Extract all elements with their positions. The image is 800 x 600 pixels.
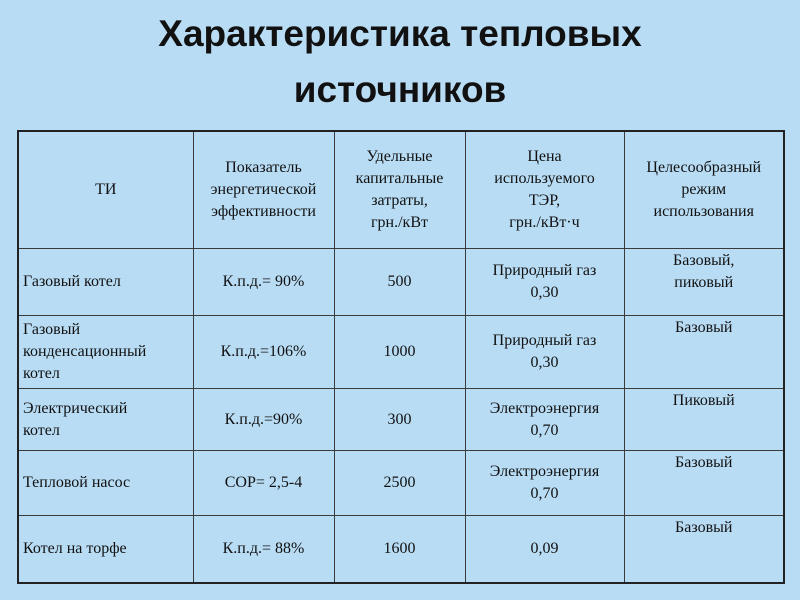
column-header: [334, 131, 465, 249]
cell-text: К.п.д.= 88%: [222, 540, 305, 557]
cell-text: Пиковый: [672, 392, 735, 409]
cell-text: Электроэнергия 0,70: [489, 463, 600, 502]
cell-text: 1000: [383, 343, 416, 360]
cell-text: Природный газ 0,30: [492, 332, 597, 371]
table-cell: [18, 516, 193, 584]
page-title-line-1: Характеристика тепловых: [158, 13, 642, 54]
page-title-line-2: источников: [293, 69, 507, 110]
cell-text: 1600: [383, 540, 416, 557]
cell-text: Котел на торфе: [23, 540, 127, 557]
table-row: [18, 451, 784, 516]
cell-text: 300: [387, 410, 412, 428]
cell-text: Базовый: [675, 319, 733, 336]
cell-text: К.п.д.= 90%: [222, 273, 305, 290]
table-cell: [193, 451, 334, 516]
table-cell: [193, 249, 334, 316]
cell-text: СОР= 2,5-4: [224, 474, 303, 491]
table-cell: [193, 516, 334, 584]
cell-text: Природный газ 0,30: [492, 262, 597, 301]
column-header-text: Целесообразный режим использования: [646, 159, 762, 220]
table-cell: [18, 451, 193, 516]
table-cell: [334, 389, 465, 451]
table-header-row: [18, 131, 784, 249]
table-cell: [193, 316, 334, 389]
cell-text: Электрический котел: [23, 399, 128, 439]
column-header-text: ТИ: [95, 181, 117, 198]
cell-text: 2500: [383, 474, 416, 491]
cell-text: Тепловой насос: [23, 474, 131, 491]
table-cell: [465, 516, 624, 584]
table-cell: [18, 389, 193, 451]
table-cell: [465, 389, 624, 451]
table-cell: [334, 451, 465, 516]
cell-text: Базовый: [675, 454, 733, 471]
cell-text: 0,09: [530, 540, 559, 557]
table-cell: [18, 316, 193, 389]
cell-text: Базовый: [675, 519, 733, 536]
table-cell: [624, 316, 784, 389]
column-header: [465, 131, 624, 249]
table-cell: [334, 316, 465, 389]
page-title: [0, 6, 800, 118]
cell-text: 500: [387, 273, 412, 290]
table-cell: [624, 389, 784, 451]
table-cell: [624, 249, 784, 316]
cell-text: Газовый конденсационный котел: [23, 321, 147, 382]
table-row: [18, 249, 784, 316]
column-header: [18, 131, 193, 249]
column-header-text: Показатель энергетической эффективности: [210, 159, 317, 220]
table-cell: [334, 516, 465, 584]
column-header-text: Цена используемого ТЭР, грн./кВт·ч: [494, 148, 595, 231]
cell-text: К.п.д.=106%: [220, 343, 307, 360]
table-cell: [465, 316, 624, 389]
cell-text: К.п.д.=90%: [224, 410, 303, 428]
cell-text: Базовый, пиковый: [673, 252, 735, 291]
table-row: [18, 389, 784, 451]
column-header-text: Удельные капитальные затраты, грн./кВт: [355, 148, 444, 231]
column-header: [624, 131, 784, 249]
column-header: [193, 131, 334, 249]
cell-text: Электроэнергия 0,70: [489, 399, 600, 439]
heat-sources-table: [17, 130, 785, 584]
table-cell: [334, 249, 465, 316]
table-row: [18, 316, 784, 389]
table-cell: [465, 451, 624, 516]
table-cell: [465, 249, 624, 316]
table-cell: [193, 389, 334, 451]
table-cell: [624, 451, 784, 516]
table-cell: [18, 249, 193, 316]
table-cell: [624, 516, 784, 584]
table-row: [18, 516, 784, 584]
cell-text: Газовый котел: [23, 273, 121, 290]
